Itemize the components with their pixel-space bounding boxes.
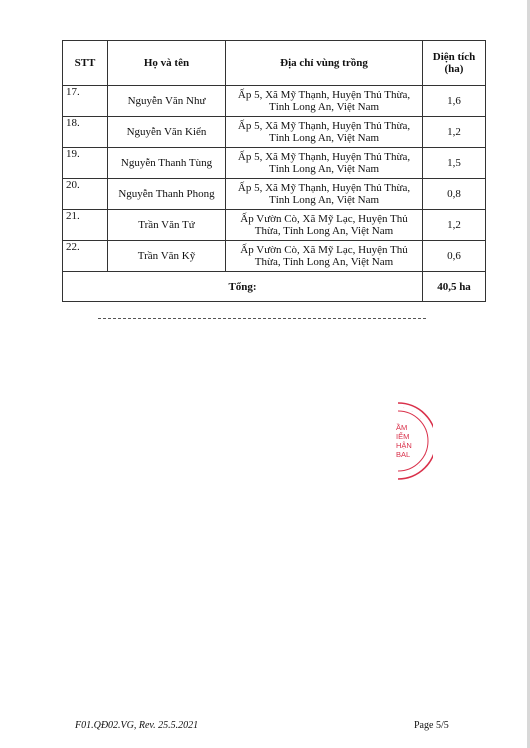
svg-text:·: · (410, 409, 414, 414)
total-label: Tổng: (63, 272, 423, 302)
row-address (226, 86, 423, 117)
table-row (63, 117, 486, 148)
row-address-line2: Tỉnh Long An, Việt Nam (268, 194, 380, 206)
svg-text:·: · (402, 405, 406, 410)
row-address-line1: Ấp 5, Xã Mỹ Thạnh, Huyện Thủ Thừa, (237, 89, 411, 101)
row-address (226, 117, 423, 148)
header-area-line1: Diện tích (432, 51, 476, 63)
row-name: Nguyễn Thanh Tùng (108, 148, 226, 179)
row-stt: 19. (63, 148, 108, 179)
row-area: 0,6 (423, 241, 486, 272)
row-name: Trần Văn Tứ (108, 210, 226, 241)
row-address (226, 148, 423, 179)
table-row (63, 148, 486, 179)
svg-text:·: · (417, 463, 422, 467)
row-name: Nguyễn Văn Như (108, 86, 226, 117)
row-stt: 17. (63, 86, 108, 117)
svg-text:·: · (424, 427, 429, 431)
stamp-fragment-1: ẦM (396, 423, 408, 432)
row-name: Trần Văn Kỹ (108, 241, 226, 272)
form-code: F01.QĐ02.VG, Rev. 25.5.2021 (75, 720, 199, 731)
header-address: Địa chỉ vùng trồng (226, 41, 423, 86)
row-address-line2: Tỉnh Long An, Việt Nam (268, 101, 380, 113)
row-area: 1,6 (423, 86, 486, 117)
header-area (423, 41, 486, 86)
row-area: 1,2 (423, 117, 486, 148)
table-row (63, 179, 486, 210)
svg-text:·: · (426, 441, 430, 443)
row-address-line1: Ấp Vườn Cò, Xã Mỹ Lạc, Huyện Thủ (240, 244, 408, 256)
row-name: Nguyễn Thanh Phong (108, 179, 226, 210)
svg-text:·: · (423, 453, 428, 457)
row-area: 1,2 (423, 210, 486, 241)
row-address-line2: Tỉnh Long An, Việt Nam (268, 132, 380, 144)
row-stt: 21. (63, 210, 108, 241)
row-name: Nguyễn Văn Kiển (108, 117, 226, 148)
table-header-row (63, 41, 486, 86)
seal-stamp (363, 397, 433, 483)
header-area-line2: (ha) (444, 63, 464, 75)
row-address-line1: Ấp Vườn Cò, Xã Mỹ Lạc, Huyện Thủ (240, 213, 408, 225)
page-number: Page 5/5 (414, 720, 449, 731)
row-address-line2: Tỉnh Long An, Việt Nam (268, 163, 380, 175)
row-address (226, 241, 423, 272)
total-value: 40,5 ha (423, 272, 486, 302)
row-address-line1: Ấp 5, Xã Mỹ Thạnh, Huyện Thủ Thừa, (237, 151, 411, 163)
row-address-line2: Thừa, Tỉnh Long An, Việt Nam (254, 225, 394, 237)
table-row (63, 86, 486, 117)
row-stt: 22. (63, 241, 108, 272)
table-row (63, 210, 486, 241)
header-stt: STT (63, 41, 108, 86)
row-address-line2: Thừa, Tỉnh Long An, Việt Nam (254, 256, 394, 268)
separator-dashed-line (98, 318, 426, 319)
row-address-line1: Ấp 5, Xã Mỹ Thạnh, Huyện Thủ Thừa, (237, 182, 411, 194)
registry-table (62, 40, 486, 302)
row-area: 1,5 (423, 148, 486, 179)
total-row (63, 272, 486, 302)
stamp-fragment-3: HẬN (396, 441, 412, 450)
row-address-line1: Ấp 5, Xã Mỹ Thạnh, Huyện Thủ Thừa, (237, 120, 411, 132)
row-stt: 18. (63, 117, 108, 148)
stamp-center-text (396, 422, 412, 459)
svg-text:·: · (418, 417, 423, 421)
row-stt: 20. (63, 179, 108, 210)
stamp-fragment-4: BAL (396, 450, 411, 459)
table-row (63, 241, 486, 272)
row-address (226, 179, 423, 210)
header-name: Họ và tên (108, 41, 226, 86)
row-address (226, 210, 423, 241)
svg-text:·: · (408, 471, 412, 476)
stamp-fragment-2: IỂM (396, 432, 410, 441)
row-area: 0,8 (423, 179, 486, 210)
